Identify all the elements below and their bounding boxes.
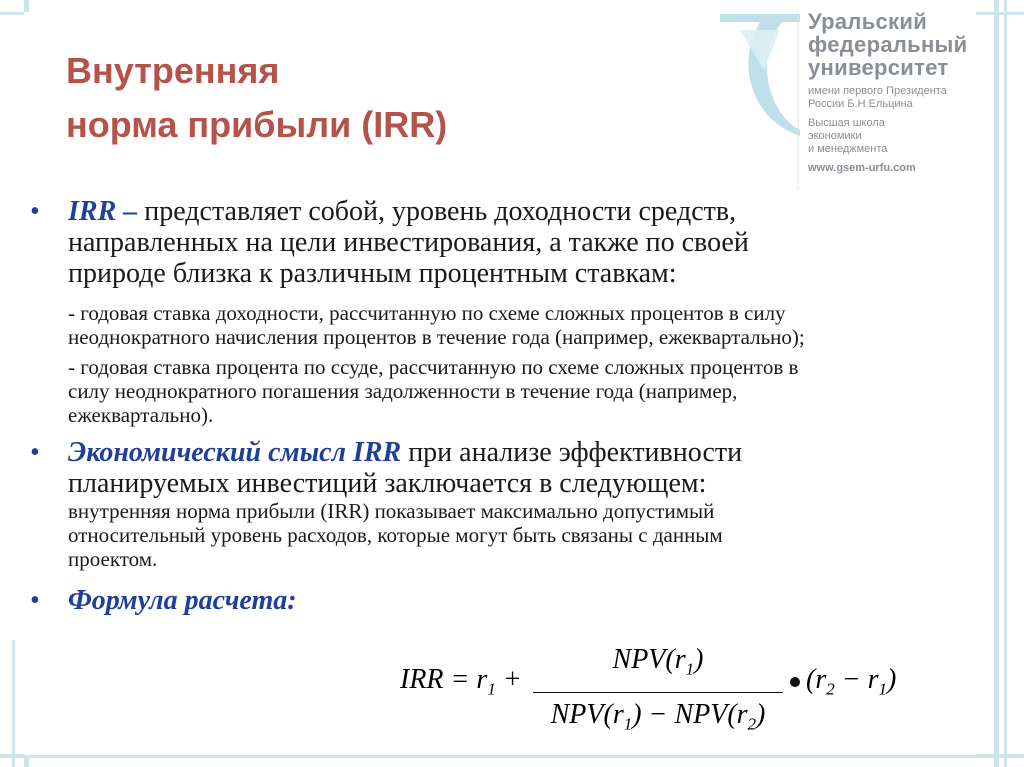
lead-line: природе близка к различным процентным ставкам: [68, 258, 677, 289]
lead-line [68, 196, 960, 227]
irr-formula [400, 640, 920, 734]
logo-url: www.gsem-urfu.com [808, 162, 916, 174]
frame-left-2 [12, 640, 15, 767]
bullet-icon: • [30, 196, 40, 227]
bullet-irr-definition [30, 196, 960, 427]
logo-line-2: федеральный [808, 32, 968, 57]
lead-line [68, 585, 960, 616]
sub-line: ежеквартально). [68, 403, 214, 427]
logo-sub-2: России Б.Н.Ельцина [808, 98, 913, 110]
logo-line-3: университет [808, 55, 949, 80]
logo-school-2: экономики [808, 130, 862, 142]
logo-school-1: Высшая школа [808, 117, 885, 129]
title-line-2: норма прибыли (IRR) [66, 104, 448, 145]
sub-line: внутренняя норма прибыли (IRR) показывает максимально допустимый [68, 499, 715, 523]
slide-content [30, 196, 960, 616]
formula-denominator: $NPV(r_1) - NPV(r_2)$ [550, 698, 766, 734]
sub-line: - годовая ставка доходности, рассчитанную по схеме сложных процентов в силу [68, 301, 786, 325]
lead-text-2: при анализе эффективности [401, 437, 743, 468]
title-line-1: Внутренняя [66, 50, 280, 91]
term-irr: IRR – [68, 196, 138, 227]
logo-line-1: Уральский [808, 9, 928, 34]
sub-line: - годовая ставка процента по ссуде, рассчитанную по схеме сложных процентов в [68, 355, 799, 379]
logo-sub-1: имени первого Президента [808, 85, 947, 97]
sub-line: относительный уровень расходов, которые могут быть связаны с данным [68, 523, 723, 547]
lead-line [68, 437, 960, 468]
sub-line: неоднократного начисления процентов в течение года (например, ежеквартально); [68, 325, 805, 349]
bullet-icon: • [30, 585, 40, 616]
sub-line: проектом. [68, 547, 158, 571]
bullet-icon: • [30, 437, 40, 468]
bullet-formula [30, 585, 960, 616]
slide-title [66, 44, 447, 152]
frame-right-2 [1004, 0, 1007, 767]
formula-numerator: $NPV(r_1)$ [612, 644, 704, 679]
lead-line: направленных на цели инвестирования, а также по своей [68, 227, 749, 258]
formula-lhs: IRR = $r_1$ + [400, 664, 522, 699]
logo-text [808, 10, 967, 175]
term-formula: Формула расчета: [68, 585, 297, 616]
frame-right [994, 0, 999, 767]
fraction-bar [533, 692, 783, 693]
sub-line: силу неоднократного погашения задолженности в течение года (например, [68, 379, 738, 403]
formula-rhs: $(r_2 - r_1)$ [790, 664, 896, 700]
term-economic-meaning: Экономический смысл IRR [68, 437, 402, 468]
lead-text-1: представляет собой, уровень доходности средств, [137, 196, 737, 227]
multiply-dot-icon [790, 677, 800, 687]
lead-line: планируемых инвестиций заключается в следующем: [68, 468, 707, 499]
bullet-economic-meaning [30, 437, 960, 571]
logo-school-3: и менеджмента [808, 143, 888, 155]
formula-fraction [533, 640, 783, 744]
